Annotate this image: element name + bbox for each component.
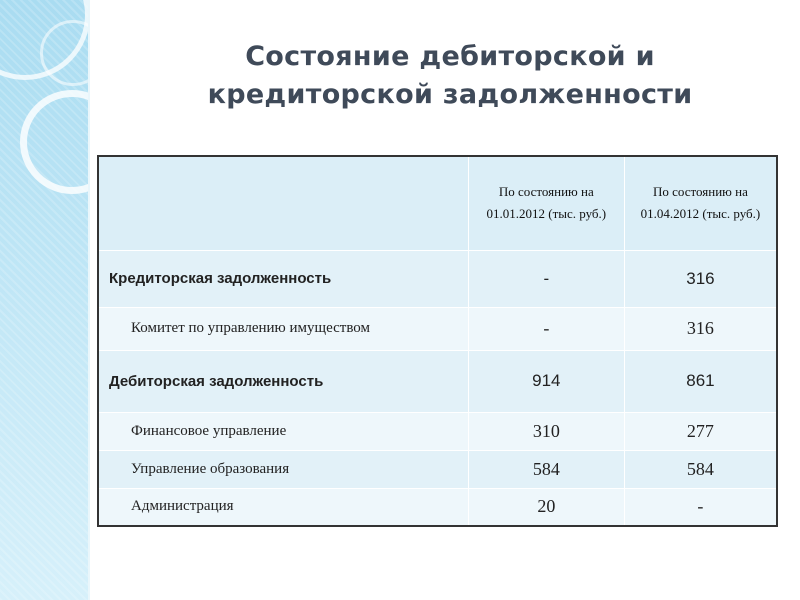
row-value-1: 914 [468,350,624,412]
row-value-2: 584 [624,450,777,488]
row-value-1: 310 [468,412,624,450]
row-value-1: 20 [468,488,624,526]
header-name-cell [98,156,468,250]
table-row [98,350,777,412]
row-value-2: 316 [624,250,777,307]
slide-title [120,38,780,114]
row-label: Комитет по управлению имуществом [98,307,468,350]
table-row [98,250,777,307]
decorative-ring [20,90,88,194]
title-line-1: Состояние дебиторской и [245,41,655,72]
row-value-2: 316 [624,307,777,350]
title-line-2: кредиторской задолженности [207,79,693,110]
debt-table [97,155,778,527]
table-row [98,450,777,488]
decorative-side-band [0,0,88,600]
row-value-1: 584 [468,450,624,488]
row-value-2: - [624,488,777,526]
table-row [98,307,777,350]
band-edge-divider [88,0,90,600]
row-value-1: - [468,307,624,350]
row-value-1: - [468,250,624,307]
header-date-1: По состоянию на 01.01.2012 (тыс. руб.) [468,156,624,250]
table-header-row [98,156,777,250]
row-label: Финансовое управление [98,412,468,450]
row-label: Кредиторская задолженность [98,250,468,307]
row-value-2: 861 [624,350,777,412]
header-date-2: По состоянию на 01.04.2012 (тыс. руб.) [624,156,777,250]
row-label: Дебиторская задолженность [98,350,468,412]
table-row [98,488,777,526]
table-row [98,412,777,450]
row-label: Управление образования [98,450,468,488]
row-value-2: 277 [624,412,777,450]
row-label: Администрация [98,488,468,526]
